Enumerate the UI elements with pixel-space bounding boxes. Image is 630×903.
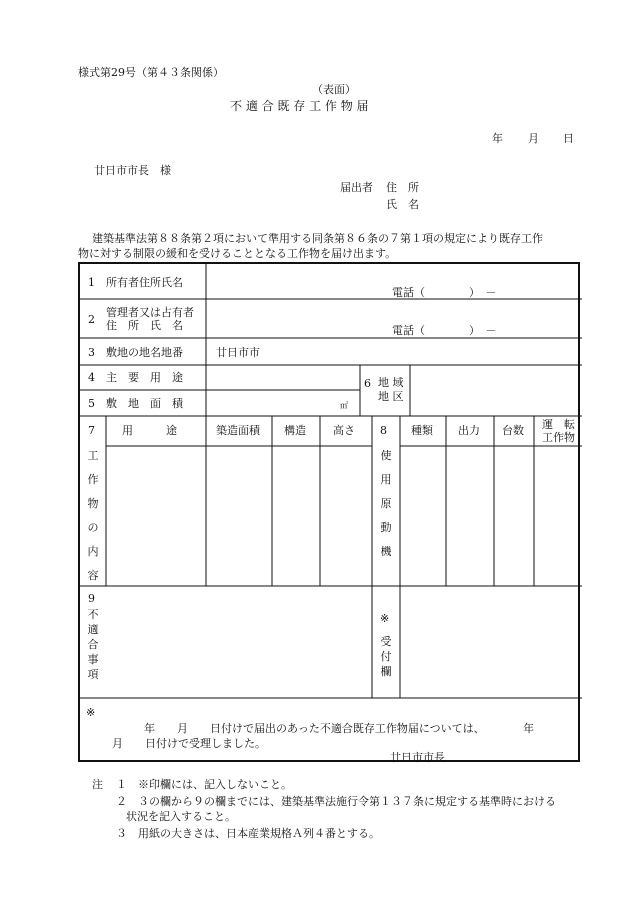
date-month: 月 (528, 132, 539, 145)
column-header-use: 用 途 (122, 424, 177, 437)
zone-label-line-1: 地 域 (378, 376, 404, 389)
structure-content-number: 7 (88, 424, 95, 437)
structure-content-vertical-label: 工作物の内容 (87, 449, 99, 582)
column-header-operating-line-1: 運 転 (542, 418, 575, 431)
manager-label-line-1: 管理者又は占有者 (106, 306, 194, 319)
zone-number: 6 (364, 377, 371, 390)
note-2-number: ２ (116, 795, 127, 808)
site-address-label: 3 敷地の地名地番 (88, 346, 183, 359)
form-number: 様式第29号（第４３条関係） (78, 66, 224, 79)
note-3-text: 用紙の大きさは、日本産業規格Ａ列４番とする。 (138, 827, 380, 840)
office-line-1: 年 月 日付けで届出のあった不適合既存工作物届については、 年 (144, 722, 535, 735)
notes-label: 注 (92, 778, 103, 791)
applicant-label: 届出者 (340, 181, 373, 194)
note-2-text-line-2: 状況を記入すること。 (126, 810, 236, 823)
column-header-output: 出力 (458, 424, 480, 437)
nonconformity-vertical-label: 不適合事項 (87, 608, 99, 681)
note-3-number: ３ (116, 827, 127, 840)
zone-label-line-2: 地 区 (378, 390, 404, 403)
reception-mark: ※ (380, 612, 390, 625)
note-1-text: ※印欄には、記入しないこと。 (138, 778, 292, 791)
office-line-2: 月 日付けで受理しました。 (112, 737, 266, 750)
date-day: 日 (563, 132, 574, 145)
intro-line-2: 物に対する制限の緩和を受けることとなる工作物を届け出ます。 (78, 247, 397, 260)
site-area-unit: ㎡ (340, 401, 348, 410)
column-header-height: 高さ (333, 424, 355, 437)
owner-phone: 電話（ ） － (392, 286, 497, 299)
motor-vertical-label: 使用原動機 (380, 449, 392, 558)
site-area-label: 5 敷 地 面 積 (88, 397, 183, 410)
table-grid-lines (80, 264, 582, 764)
office-signer: 廿日市市長 (390, 751, 445, 764)
addressee: 廿日市市長 様 (94, 164, 171, 177)
column-header-built-area: 築造面積 (216, 424, 260, 437)
reception-vertical-label: 受付欄 (380, 635, 392, 678)
intro-line-1: 建築基準法第８８条第２項において準用する同条第８６条の７第１項の規定により既存工作 (92, 232, 543, 245)
column-header-count: 台数 (502, 424, 524, 437)
main-use-label: 4 主 要 用 途 (88, 371, 183, 384)
owner-address-name-label: 1 所有者住所氏名 (88, 276, 183, 289)
site-address-value: 廿日市市 (216, 346, 260, 359)
manager-phone: 電話（ ） － (392, 324, 497, 337)
date-year: 年 (492, 132, 503, 145)
address-label: 住 所 (386, 181, 419, 194)
name-label: 氏 名 (386, 198, 419, 211)
column-header-type: 種類 (411, 424, 433, 437)
column-header-structure: 構造 (284, 424, 306, 437)
notification-form-table (78, 262, 580, 762)
manager-row-number: 2 (88, 313, 95, 326)
note-1-number: １ (116, 778, 127, 791)
side-label: （表面） (312, 83, 356, 96)
column-header-operating-line-2: 工作物 (542, 431, 575, 444)
nonconformity-number: 9 (88, 592, 95, 605)
page-title: 不 適 合 既 存 工 作 物 届 (230, 99, 369, 113)
manager-label-line-2: 住 所 氏 名 (106, 319, 183, 332)
office-use-mark: ※ (86, 706, 96, 719)
note-2-text-line-1: ３の欄から９の欄までには、建築基準法施行令第１３７条に規定する基準時における (138, 795, 556, 808)
motor-section-number: 8 (380, 424, 387, 437)
